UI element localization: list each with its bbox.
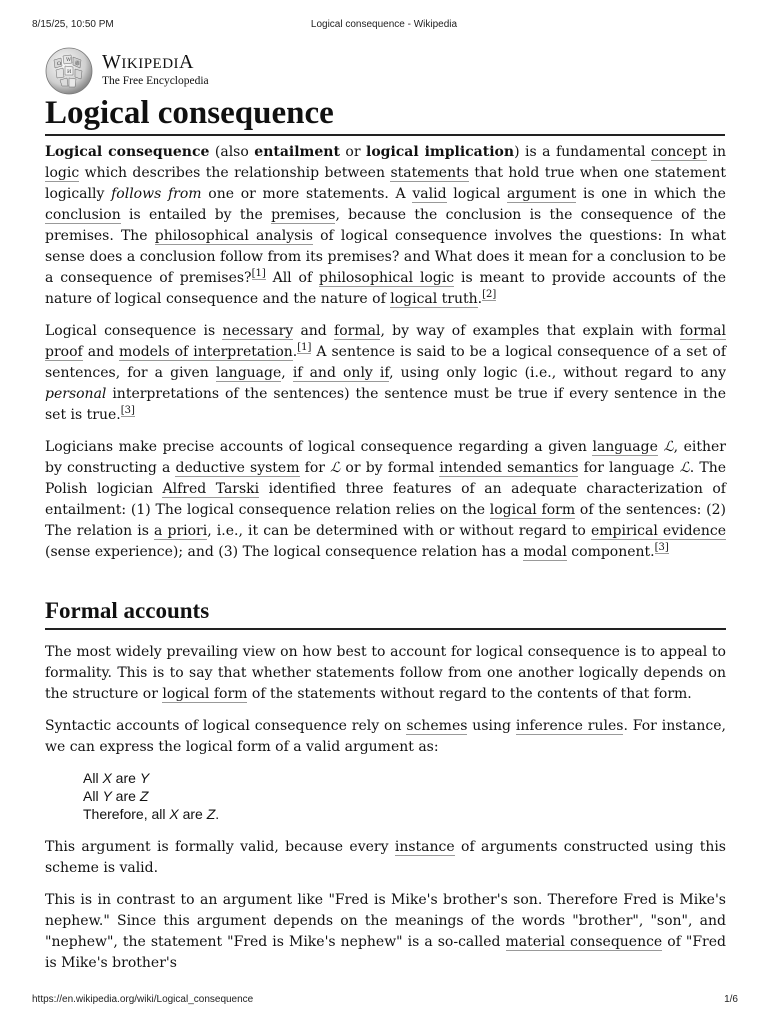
- svg-text:W: W: [66, 57, 72, 63]
- wikipedia-wordmark[interactable]: [102, 52, 209, 87]
- link-models-of-interpretation[interactable]: models of interpretation: [119, 344, 293, 360]
- page-title: Logical consequence: [45, 92, 725, 136]
- link-intended-semantics[interactable]: intended semantics: [439, 460, 579, 476]
- section-heading-formal-accounts: Formal accounts: [45, 596, 726, 630]
- paragraph-6: This argument is formally valid, because every instance of arguments constructed using this scheme is valid.: [45, 839, 726, 876]
- link-logic[interactable]: logic: [45, 165, 80, 181]
- wikipedia-globe-icon[interactable]: [44, 46, 94, 96]
- bold-term: entailment: [254, 144, 340, 160]
- print-date: 8/15/25, 10:50 PM: [32, 19, 114, 30]
- scheme-line-3: Therefore, all X are Z.: [83, 806, 220, 822]
- article-body: [45, 142, 726, 985]
- svg-text:維: 維: [75, 61, 81, 67]
- link-modal[interactable]: modal: [523, 544, 567, 560]
- svg-text:И: И: [67, 69, 72, 75]
- citation-1[interactable]: [1]: [251, 268, 266, 279]
- print-page-number: 1/6: [724, 994, 738, 1005]
- link-material-consequence[interactable]: material consequence: [505, 934, 663, 950]
- link-inference-rules[interactable]: inference rules: [515, 718, 624, 734]
- link-formal[interactable]: formal: [334, 323, 381, 339]
- link-a-priori[interactable]: a priori: [154, 523, 208, 539]
- print-page-title: Logical consequence - Wikipedia: [310, 19, 458, 30]
- paragraph-7: This is in contrast to an argument like "Fred is Mike's brother's son. Therefore Fred is Mike's nephew." Since this argument depends on the meanings of the words "brother", "son", and "nephew", the statement "Fred is Mike's nephew" is a so-called material consequence of "Fred is Mike's brother's: [45, 892, 727, 971]
- link-logical-form[interactable]: logical form: [162, 686, 248, 702]
- paragraph-3: Logicians make precise accounts of logical consequence regarding a given language ℒ, either by constructing a deductive system for ℒ or by formal intended semantics for language ℒ. The Polish logician Alfred Tarski identified three features of an adequate characterization of entailment: (1) The logical consequence relation relies on the logical form of the sentences: (2) The relation is a priori, i.e., it can be determined with or without regard to empirical evidence (sense experience); and (3) The logical consequence relation has a modal component.[3]: [45, 439, 727, 560]
- link-alfred-tarski[interactable]: Alfred Tarski: [162, 481, 260, 497]
- link-argument[interactable]: argument: [507, 186, 577, 202]
- argument-scheme: [83, 769, 726, 823]
- link-statements[interactable]: statements: [390, 165, 469, 181]
- wordmark-tagline: The Free Encyclopedia: [102, 75, 209, 87]
- svg-text:Ω: Ω: [57, 61, 62, 67]
- link-language[interactable]: language: [215, 365, 282, 381]
- link-if-and-only-if[interactable]: if and only if: [292, 365, 390, 381]
- print-url: https://en.wikipedia.org/wiki/Logical_consequence: [32, 994, 254, 1005]
- paragraph-lead: Logical consequence (also entailment or logical implication) is a fundamental concept in logic which describes the relationship between statements that hold true when one statement logically follows from one or more statements. A valid logical argument is one in which the conclusion is entailed by the premises, because the conclusion is the consequence of the premises. The philosophical analysis of logical consequence involves the questions: In what sense does a conclusion follow from its premises? and What does it mean for a conclusion to be a consequence of premises?[1] All of philosophical logic is meant to provide accounts of the nature of logical consequence and the nature of logical truth.[2]: [45, 144, 727, 307]
- link-logical-form[interactable]: logical form: [489, 502, 576, 518]
- citation-1[interactable]: [1]: [297, 342, 312, 353]
- link-language[interactable]: language: [592, 439, 658, 455]
- link-valid[interactable]: valid: [412, 186, 447, 202]
- paragraph-2: Logical consequence is necessary and formal, by way of examples that explain with formal proof and models of interpretation.[1] A sentence is said to be a logical consequence of a set of sentences, for a given language, if and only if, using only logic (i.e., without regard to any personal interpretations of the sentences) the sentence must be true if every sentence in the set is true.[3]: [45, 323, 727, 423]
- link-conclusion[interactable]: conclusion: [45, 207, 121, 223]
- scheme-line-2: All Y are Z: [83, 788, 149, 804]
- link-schemes[interactable]: schemes: [406, 718, 468, 734]
- citation-3[interactable]: [3]: [120, 405, 135, 416]
- link-deductive-system[interactable]: deductive system: [175, 460, 300, 476]
- scheme-line-1: All X are Y: [83, 770, 150, 786]
- bold-term: Logical consequence: [45, 144, 210, 160]
- link-necessary[interactable]: necessary: [222, 323, 294, 339]
- link-empirical-evidence[interactable]: empirical evidence: [590, 523, 726, 539]
- link-premises[interactable]: premises: [271, 207, 336, 223]
- link-philosophical-logic[interactable]: philosophical logic: [319, 270, 455, 286]
- link-instance[interactable]: instance: [394, 839, 455, 855]
- link-philosophical-analysis[interactable]: philosophical analysis: [154, 228, 313, 244]
- bold-term: logical implication: [366, 144, 515, 160]
- paragraph-5: Syntactic accounts of logical consequence rely on schemes using inference rules. For instance, we can express the logical form of a valid argument as:: [45, 718, 726, 755]
- link-logical-truth[interactable]: logical truth: [390, 291, 478, 307]
- link-concept[interactable]: concept: [651, 144, 707, 160]
- citation-3[interactable]: [3]: [654, 542, 669, 553]
- paragraph-4: The most widely prevailing view on how best to account for logical consequence is to appeal to formality. This is to say that whether statements follow from one another logically depends on the structure or logical form of the statements without regard to the contents of that form.: [45, 644, 726, 702]
- link-formal-proof[interactable]: formal proof: [45, 323, 726, 360]
- citation-2[interactable]: [2]: [482, 289, 497, 300]
- wordmark-name: WIKIPEDIA: [102, 51, 194, 73]
